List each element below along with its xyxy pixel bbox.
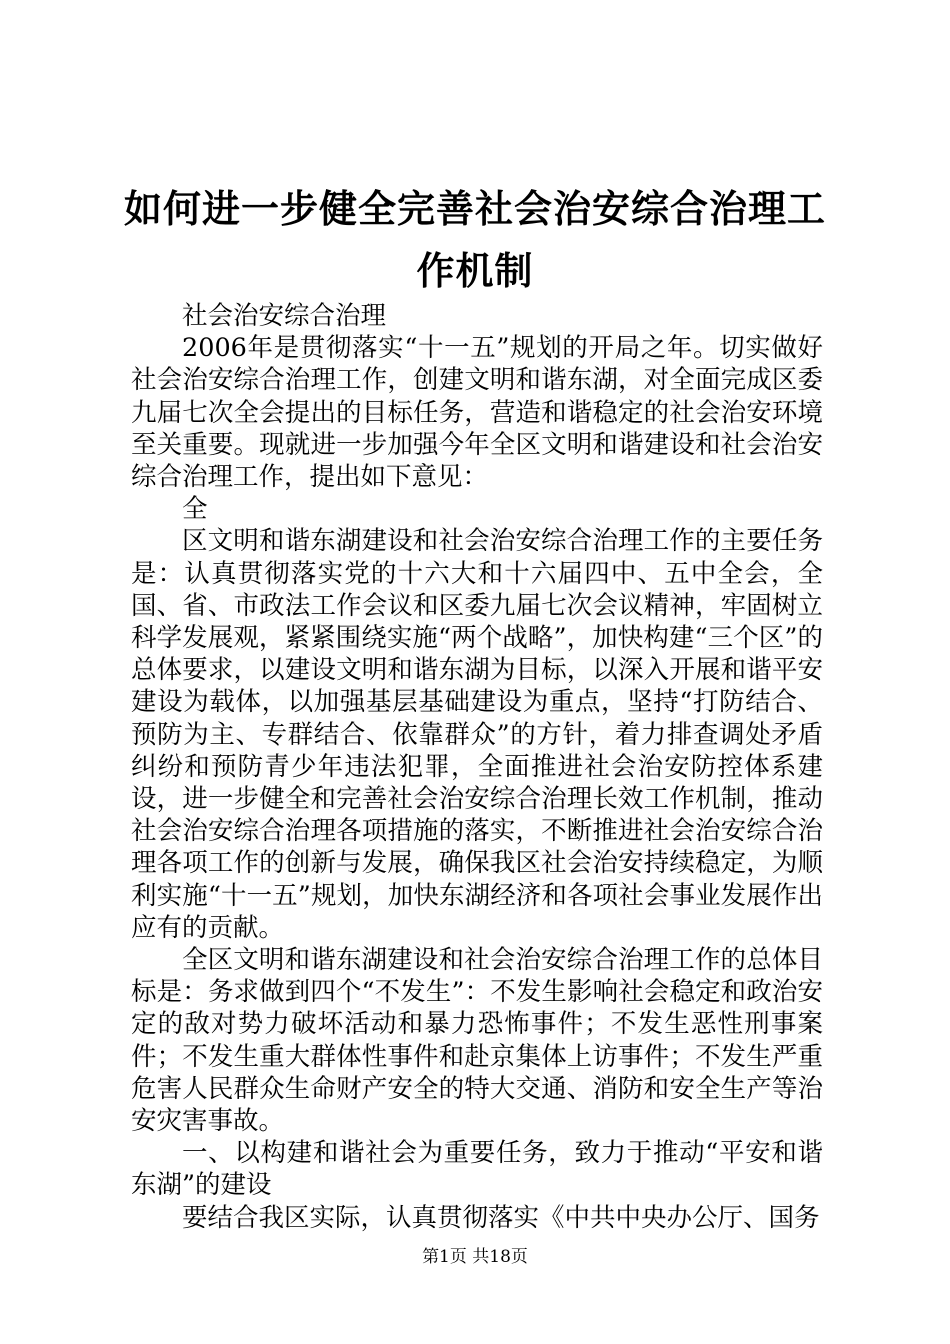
paragraph-overall-goal: 全区文明和谐东湖建设和社会治安综合治理工作的总体目标是：务求做到四个“不发生”：不发生影响社会稳定和政治安定的敌对势力破坏活动和暴力恐怖事件；不发生恶性刑事案件；不发生重大群体性事件和赴京集体上访事件；不发生严重危害人民群众生命财产安全的特大交通、消防和安全生产等治安灾害事故。 (131, 945, 823, 1137)
paragraph-subtitle: 社会治安综合治理 (182, 301, 387, 331)
paragraph-fragment: 全 (182, 494, 208, 525)
document-body (131, 300, 823, 1234)
paragraph-main-task: 区文明和谐东湖建设和社会治安综合治理工作的主要任务是：认真贯彻落实党的十六大和十六届四中、五中全会，全国、省、市政法工作会议和区委九届七次会议精神，牢固树立科学发展观，紧紧围绕实施“两个战略”，加快构建“三个区”的总体要求，以建设文明和谐东湖为目标，以深入开展和谐平安建设为载体，以加强基层基础建设为重点，坚持“打防结合、预防为主、专群结合、依靠群众”的方针，着力排查调处矛盾纠纷和预防青少年违法犯罪，全面推进社会治安防控体系建设，进一步健全和完善社会治安综合治理长效工作机制，推动社会治安综合治理各项措施的落实，不断推进社会治安综合治理各项工作的创新与发展，确保我区社会治安持续稳定，为顺利实施“十一五”规划，加快东湖经济和各项社会事业发展作出应有的贡献。 (131, 526, 823, 943)
paragraph-intro: 2006年是贯彻落实“十一五”规划的开局之年。切实做好社会治安综合治理工作，创建文明和谐东湖，对全面完成区委九届七次全会提出的目标任务，营造和谐稳定的社会治安环境至关重要。现就进一步加强今年全区文明和谐建设和社会治安综合治理工作，提出如下意见： (131, 333, 823, 493)
page-number: 第1页 共18页 (422, 1247, 528, 1267)
paragraph-section-1: 要结合我区实际，认真贯彻落实《中共中央办公厅、国务 (182, 1202, 820, 1233)
section-heading-1: 一、以构建和谐社会为重要任务，致力于推动“平安和谐东湖”的建设 (131, 1138, 823, 1201)
document-title: 如何进一步健全完善社会治安综合治理工作机制 (123, 186, 826, 293)
